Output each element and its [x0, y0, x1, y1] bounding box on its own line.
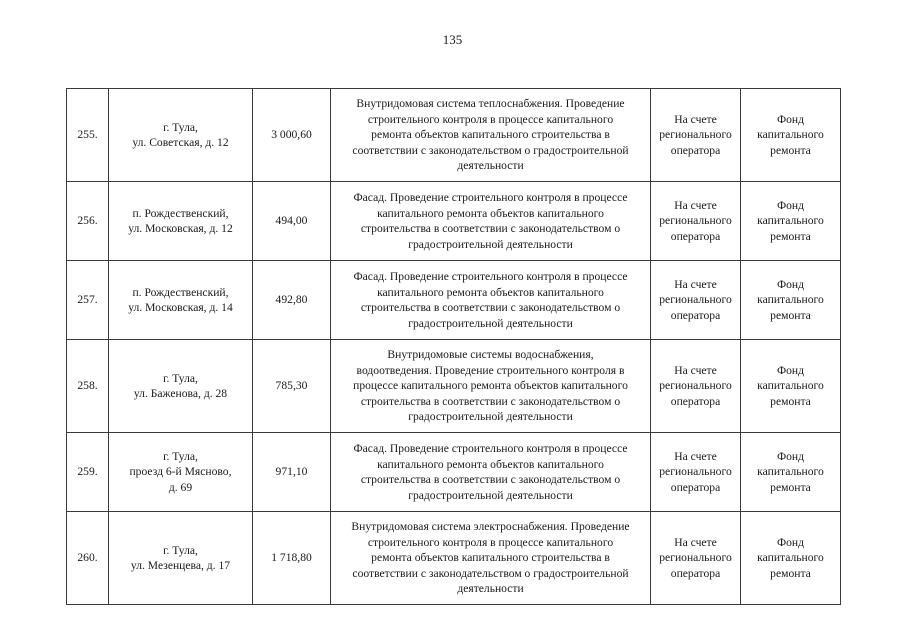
account-line: регионального: [659, 293, 732, 307]
account-line: регионального: [659, 379, 732, 393]
account-line: регионального: [659, 465, 732, 479]
address-line: п. Рождественский,: [132, 206, 229, 220]
funding-source-line: ремонта: [770, 308, 811, 322]
description-line: ремонта объектов капитального строительства в: [371, 128, 610, 142]
address-line: г. Тула,: [163, 449, 198, 463]
description-cell: [331, 340, 651, 433]
description-line: капитального ремонта объектов капитального: [377, 457, 604, 471]
description-line: Внутридомовая система электроснабжения. Проведение: [351, 520, 630, 534]
address-cell: [109, 89, 253, 182]
description-line: строительного контроля в процессе капитального: [367, 535, 614, 549]
account-line: На счете: [674, 112, 717, 126]
description-line: Внутридомовая система теплоснабжения. Проведение: [356, 97, 625, 111]
description-line: Фасад. Проведение строительного контроля в процессе: [353, 191, 628, 204]
address-line: д. 69: [168, 480, 193, 494]
funding-source-line: Фонд: [776, 112, 805, 126]
cost-cell: 785,30: [253, 340, 331, 433]
description-line: ремонта объектов капитального строительства в: [371, 551, 610, 565]
description-line: процессе капитального ремонта объектов капитального: [353, 379, 628, 393]
account-line: На счете: [674, 277, 717, 291]
cost-cell: 494,00: [253, 182, 331, 261]
address-line: г. Тула,: [163, 120, 198, 134]
description-line: строительства в соответствии с законодательством о: [360, 394, 621, 408]
description-line: строительства в соответствии с законодательством о: [360, 473, 621, 486]
account-cell: [651, 433, 741, 512]
funding-source-line: капитального: [757, 551, 824, 565]
funding-source-line: Фонд: [776, 363, 805, 377]
address-line: г. Тула,: [163, 371, 198, 385]
address-line: п. Рождественский,: [132, 285, 229, 299]
cost-cell: 971,10: [253, 433, 331, 512]
account-cell: [651, 340, 741, 433]
funding-source-line: ремонта: [770, 143, 811, 157]
description-line: Фасад. Проведение строительного контроля в процессе: [353, 270, 628, 283]
account-line: На счете: [674, 535, 717, 549]
description-cell: [331, 261, 651, 340]
description-line: градостроительной деятельности: [408, 488, 573, 502]
funding-source-line: капитального: [757, 128, 824, 142]
funding-source-line: капитального: [757, 293, 824, 307]
table-row: [67, 512, 841, 605]
address-line: проезд 6-й Мясново,: [129, 465, 232, 479]
funding-source-line: капитального: [757, 379, 824, 393]
cost-cell: 1 718,80: [253, 512, 331, 605]
account-line: оператора: [670, 480, 721, 494]
address-line: ул. Баженова, д. 28: [133, 387, 228, 400]
table-row: [67, 182, 841, 261]
repair-works-table: [66, 88, 841, 605]
table-row: [67, 89, 841, 182]
row-number-cell: 260.: [67, 512, 109, 605]
funding-source-line: капитального: [757, 214, 824, 228]
description-line: строительного контроля в процессе капитального: [367, 112, 614, 126]
description-line: капитального ремонта объектов капитального: [377, 206, 604, 220]
account-line: На счете: [674, 198, 717, 212]
funding-source-cell: [741, 182, 841, 261]
description-line: водоотведения. Проведение строительного контроля в: [356, 363, 625, 377]
account-line: На счете: [674, 449, 717, 463]
funding-source-cell: [741, 340, 841, 433]
address-line: ул. Московская, д. 14: [128, 301, 233, 314]
description-line: градостроительной деятельности: [408, 410, 573, 424]
description-cell: [331, 512, 651, 605]
description-cell: [331, 182, 651, 261]
description-line: строительства в соответствии с законодательством о: [360, 301, 621, 314]
address-cell: [109, 182, 253, 261]
account-cell: [651, 512, 741, 605]
description-line: градостроительной деятельности: [408, 316, 573, 330]
table-row: [67, 340, 841, 433]
funding-source-line: Фонд: [776, 198, 805, 212]
account-line: оператора: [670, 394, 721, 408]
description-line: деятельности: [457, 159, 524, 173]
address-cell: [109, 512, 253, 605]
address-line: г. Тула,: [163, 543, 198, 557]
account-cell: [651, 89, 741, 182]
funding-source-line: Фонд: [776, 535, 805, 549]
description-cell: [331, 433, 651, 512]
row-number-cell: 259.: [67, 433, 109, 512]
description-line: соответствии с законодательством о градостроительной: [352, 143, 629, 157]
cost-cell: 492,80: [253, 261, 331, 340]
funding-source-line: ремонта: [770, 566, 811, 580]
account-line: регионального: [659, 214, 732, 228]
funding-source-cell: [741, 89, 841, 182]
table-body: [67, 89, 841, 605]
description-line: градостроительной деятельности: [408, 237, 573, 251]
account-line: оператора: [670, 566, 721, 580]
row-number-cell: 258.: [67, 340, 109, 433]
account-cell: [651, 182, 741, 261]
table-row: [67, 433, 841, 512]
account-line: регионального: [659, 551, 732, 565]
description-line: деятельности: [457, 582, 524, 596]
account-line: оператора: [670, 143, 721, 157]
account-line: На счете: [674, 363, 717, 377]
description-line: капитального ремонта объектов капитального: [377, 285, 604, 299]
description-line: Фасад. Проведение строительного контроля в процессе: [353, 442, 628, 455]
funding-source-line: Фонд: [776, 277, 805, 291]
funding-source-cell: [741, 261, 841, 340]
funding-source-line: капитального: [757, 465, 824, 479]
account-line: оператора: [670, 308, 721, 322]
funding-source-cell: [741, 512, 841, 605]
row-number-cell: 256.: [67, 182, 109, 261]
account-cell: [651, 261, 741, 340]
table-row: [67, 261, 841, 340]
address-cell: [109, 261, 253, 340]
funding-source-line: Фонд: [776, 449, 805, 463]
address-line: ул. Московская, д. 12: [128, 222, 233, 235]
description-cell: [331, 89, 651, 182]
address-line: ул. Советская, д. 12: [132, 136, 229, 149]
row-number-cell: 257.: [67, 261, 109, 340]
description-line: строительства в соответствии с законодательством о: [360, 222, 621, 235]
page-number: 135: [442, 32, 463, 47]
description-line: Внутридомовые системы водоснабжения,: [387, 348, 594, 362]
funding-source-line: ремонта: [770, 480, 811, 494]
cost-cell: 3 000,60: [253, 89, 331, 182]
funding-source-line: ремонта: [770, 229, 811, 243]
address-line: ул. Мезенцева, д. 17: [130, 559, 231, 572]
row-number-cell: 255.: [67, 89, 109, 182]
account-line: оператора: [670, 229, 721, 243]
funding-source-cell: [741, 433, 841, 512]
address-cell: [109, 340, 253, 433]
address-cell: [109, 433, 253, 512]
funding-source-line: ремонта: [770, 394, 811, 408]
description-line: соответствии с законодательством о градостроительной: [352, 566, 629, 580]
account-line: регионального: [659, 128, 732, 142]
